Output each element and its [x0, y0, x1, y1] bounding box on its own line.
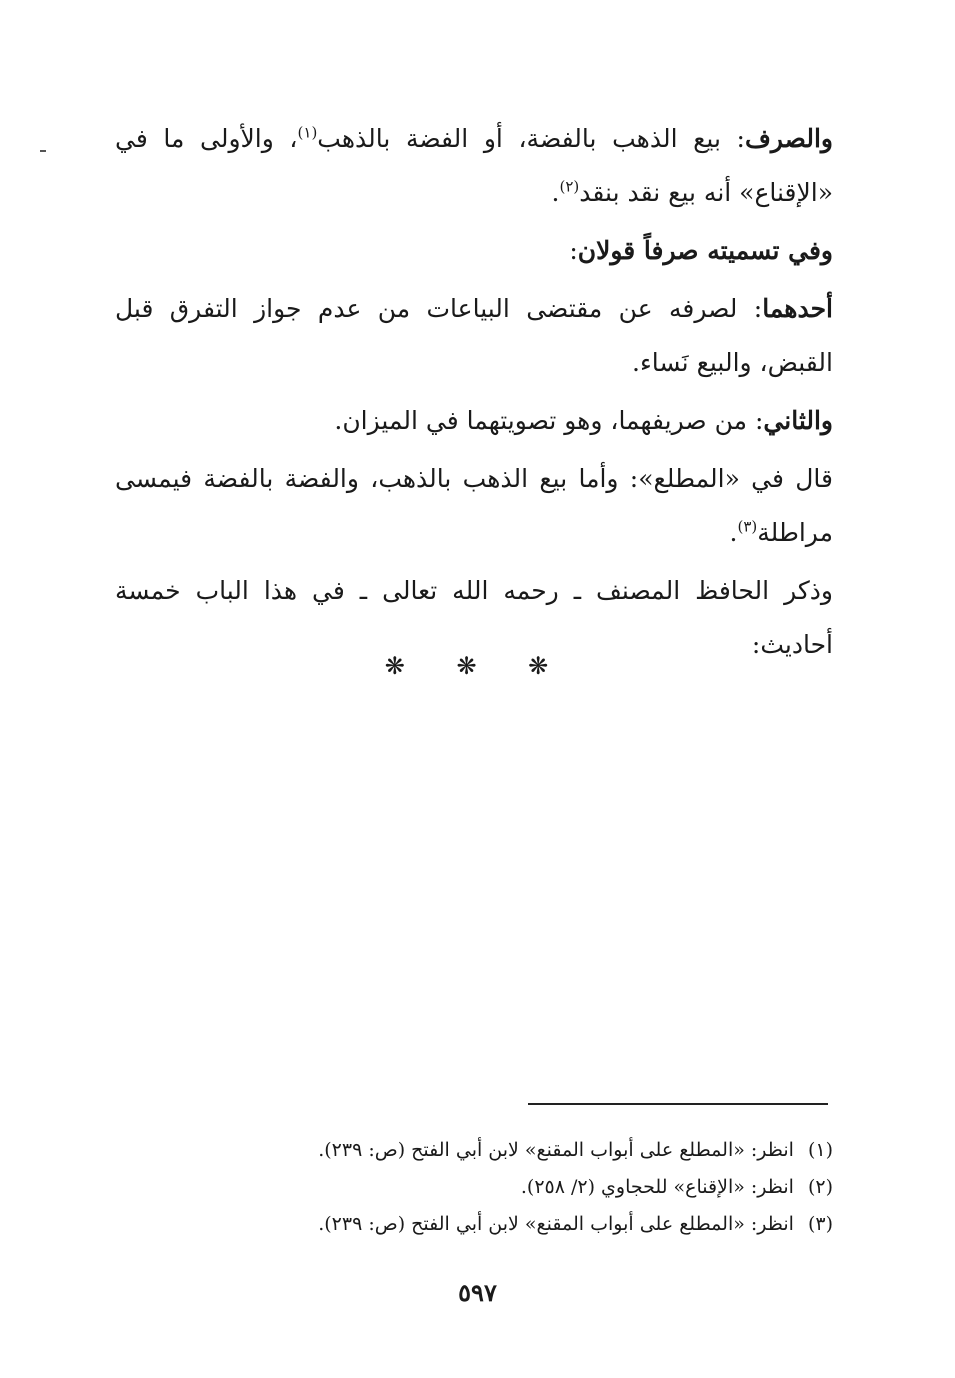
margin-mark — [40, 150, 46, 152]
footnote-text: انظر: «المطلع على أبواب المقنع» لابن أبي الفتح (ص: ٢٣٩). — [318, 1213, 794, 1235]
lead-term: أحدهما — [762, 294, 833, 323]
text-segment: : من صريفهما، وهو تصويتهما في الميزان. — [334, 406, 764, 435]
lead-term: والصرف — [744, 124, 833, 153]
footnote-ref[interactable]: (١) — [297, 123, 318, 142]
page-number: ٥٩٧ — [458, 1278, 497, 1307]
footnote-number: (١) — [807, 1139, 833, 1161]
lead-term: والثاني — [763, 406, 833, 435]
footnote-divider — [528, 1103, 828, 1105]
text-segment: ، والأولى ما في «الإقناع» أنه بيع نقد بنقد — [115, 124, 833, 207]
paragraph-mutali — [115, 452, 833, 560]
footnote-ref[interactable]: (٢) — [559, 177, 580, 196]
footnote-item — [115, 1206, 833, 1243]
text-segment: : بيع الذهب بالفضة، أو الفضة بالذهب — [317, 124, 745, 153]
footnote-number: (٣) — [807, 1213, 833, 1235]
paragraph-naming — [115, 224, 833, 278]
paragraph-second-opinion — [115, 394, 833, 448]
footnote-text: انظر: «الإقناع» للحجاوي (٢/ ٢٥٨). — [520, 1176, 794, 1198]
footnote-text: انظر: «المطلع على أبواب المقنع» لابن أبي الفتح (ص: ٢٣٩). — [318, 1139, 794, 1161]
footnote-ref[interactable]: (٣) — [737, 517, 758, 536]
footnote-item — [115, 1169, 833, 1206]
text-segment: . — [729, 518, 738, 547]
footnotes — [115, 1132, 833, 1243]
footnote-number: (٢) — [807, 1176, 833, 1198]
lead-term: وفي تسميته صرفاً قولان — [577, 236, 833, 265]
text-segment: قال في «المطلع»: وأما بيع الذهب بالذهب، والفضة بالفضة فيمسى مراطلة — [115, 464, 833, 547]
paragraph-sarf — [115, 112, 833, 220]
footnote-item — [115, 1132, 833, 1169]
text-segment: : — [569, 236, 578, 265]
text-segment: وذكر الحافظ المصنف ـ رحمه الله تعالى ـ في هذا الباب خمسة أحاديث: — [115, 576, 833, 659]
section-separator: ❋ ❋ ❋ — [384, 652, 571, 680]
text-segment: : لصرفه عن مقتضى البياعات من عدم جواز التفرق قبل القبض، والبيع نَساء. — [115, 294, 833, 377]
paragraph-first-opinion — [115, 282, 833, 390]
text-segment: . — [551, 178, 560, 207]
main-text — [115, 112, 833, 676]
